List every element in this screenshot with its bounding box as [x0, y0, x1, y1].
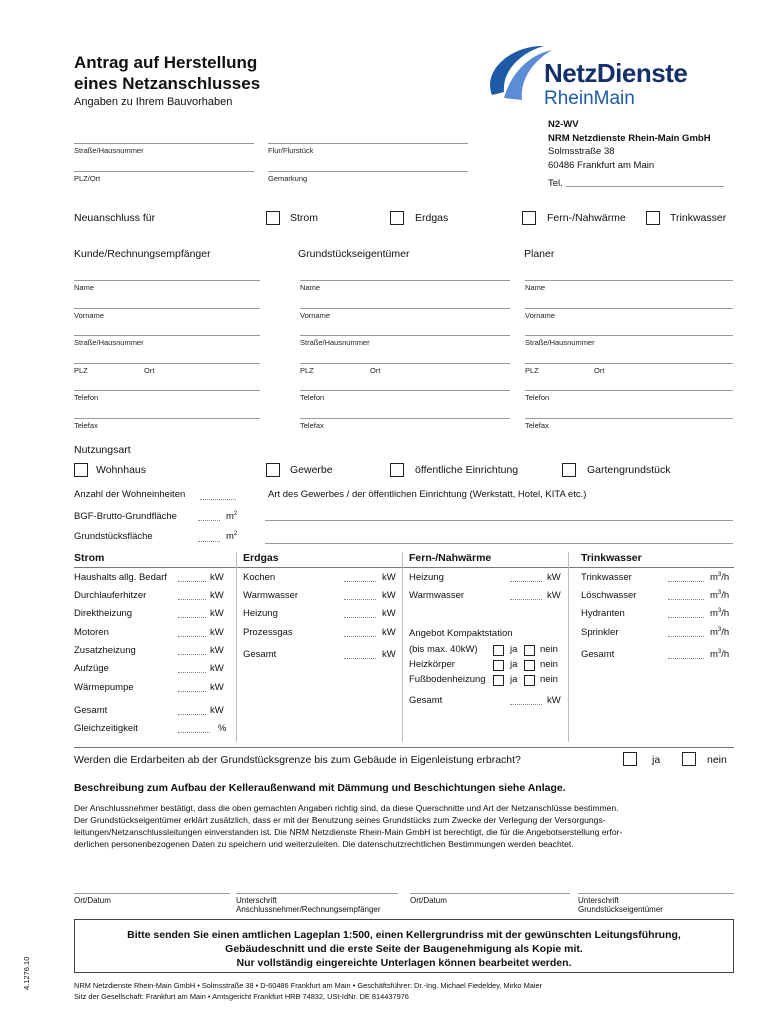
- strom-waermepumpe-input[interactable]: [178, 691, 206, 692]
- fussboden-ja-label: ja: [510, 674, 518, 685]
- erdgas-heizung-unit: kW: [382, 608, 396, 619]
- fern-warmwasser-input[interactable]: [510, 599, 542, 600]
- form-title: [74, 52, 260, 94]
- erdgas-gesamt-input[interactable]: [344, 658, 376, 659]
- erdgas-warmwasser-input[interactable]: [344, 599, 376, 600]
- kompaktstation-ja-checkbox[interactable]: [493, 645, 504, 656]
- ortdatum-2-label: Ort/Datum: [410, 896, 447, 905]
- wasser-title: Trinkwasser: [581, 552, 642, 564]
- declaration-line-2: Der Grundstückseigentümer erklärt zusätzlich, dass er mit der Benutzung seines Grundstücks zum Zwecke der Verlegung der Versorgungs-: [74, 815, 606, 825]
- planer-strasse-input[interactable]: [525, 335, 733, 336]
- erdarbeiten-ja-label: ja: [652, 754, 661, 766]
- wohneinheiten-label: Anzahl der Wohneinheiten: [74, 489, 186, 500]
- fussboden-label: Fußbodenheizung: [409, 674, 486, 685]
- strom-direkt-input[interactable]: [178, 617, 206, 618]
- footer-line-2: Sitz der Gesellschaft: Frankfurt am Main • Amtsgericht Frankfurt HRB 74832, USt-IdNr. DE 814437976: [74, 992, 409, 1001]
- header-eigentuemer: Grundstückseigentümer: [298, 248, 410, 260]
- erdgas-kochen-unit: kW: [382, 572, 396, 583]
- usage-title: Nutzungsart: [74, 444, 131, 456]
- planer-name-label: Name: [525, 283, 546, 292]
- kunde-telefax-input[interactable]: [74, 418, 260, 419]
- planer-telefax-label: Telefax: [525, 421, 549, 430]
- strom-durchlauf-unit: kW: [210, 590, 224, 601]
- erdarbeiten-nein-label: nein: [707, 754, 727, 766]
- company-name: NRM Netzdienste Rhein-Main GmbH: [548, 132, 711, 144]
- logo-text-netzdienste: NetzDienste: [544, 58, 688, 88]
- strom-gesamt-label: Gesamt: [74, 705, 108, 716]
- notice-line-2: Gebäudeschnitt und die erste Seite der Baugenehmigung als Kopie mit.: [225, 943, 583, 955]
- strom-durchlauf-input[interactable]: [178, 599, 206, 600]
- kunde-vorname-input[interactable]: [74, 308, 260, 309]
- connection-label: Neuanschluss für: [74, 212, 156, 224]
- strom-gleichzeitig-unit: %: [218, 723, 227, 734]
- kunde-plz-label: PLZ: [74, 366, 88, 375]
- strom-motoren-input[interactable]: [178, 636, 206, 637]
- checkbox-garten[interactable]: [562, 463, 576, 477]
- strom-motoren-unit: kW: [210, 627, 224, 638]
- divider-3: [568, 552, 569, 742]
- kunde-strasse-label: Straße/Hausnummer: [74, 338, 144, 347]
- checkbox-erdgas[interactable]: [390, 211, 404, 225]
- erdarbeiten-nein-checkbox[interactable]: [682, 752, 696, 766]
- art-gewerbe-label: Art des Gewerbes / der öffentlichen Einrichtung (Werkstatt, Hotel, KITA etc.): [268, 489, 587, 500]
- option-trinkwasser: Trinkwasser: [670, 212, 727, 224]
- erdgas-prozessgas-input[interactable]: [344, 636, 376, 637]
- fussboden-nein-checkbox[interactable]: [524, 675, 535, 686]
- kompaktstation-max-label: (bis max. 40kW): [409, 644, 478, 655]
- plz-ort-label: PLZ/Ort: [74, 174, 101, 183]
- demand-header-rule: [74, 567, 734, 568]
- wasser-trinkwasser-label: Trinkwasser: [581, 572, 632, 583]
- eigentuemer-strasse-input[interactable]: [300, 335, 510, 336]
- tel-input[interactable]: [566, 186, 724, 187]
- address-street: Solmsstraße 38: [548, 146, 615, 157]
- checkbox-fernwaerme[interactable]: [522, 211, 536, 225]
- fern-title: Fern-/Nahwärme: [409, 552, 492, 564]
- kompaktstation-nein-label: nein: [540, 644, 558, 655]
- notice-box: [74, 919, 734, 973]
- kunde-name-input[interactable]: [74, 280, 260, 281]
- checkbox-oeffentlich[interactable]: [390, 463, 404, 477]
- wasser-sprinkler-unit: $m^3/h$: [710, 627, 730, 639]
- divider-1: [236, 552, 237, 742]
- header-kunde: Kunde/Rechnungsempfänger: [74, 248, 211, 260]
- strom-durchlauf-label: Durchlauferhitzer: [74, 590, 147, 601]
- erdgas-kochen-input[interactable]: [344, 581, 376, 582]
- strom-zusatz-unit: kW: [210, 645, 224, 656]
- planer-telefon-label: Telefon: [525, 393, 550, 402]
- form-version: 4.1276.10: [22, 956, 31, 990]
- kunde-vorname-label: Vorname: [74, 311, 105, 320]
- erdarbeiten-rule: [74, 747, 734, 748]
- erdgas-heizung-input[interactable]: [344, 617, 376, 618]
- strom-haushalt-input[interactable]: [178, 581, 206, 582]
- erdgas-heizung-label: Heizung: [243, 608, 278, 619]
- checkbox-wohnhaus[interactable]: [74, 463, 88, 477]
- heizkoerper-nein-label: nein: [540, 659, 558, 670]
- heizkoerper-ja-checkbox[interactable]: [493, 660, 504, 671]
- option-erdgas: Erdgas: [415, 212, 449, 224]
- declaration-line-3: leitungen/Netzanschlussleitungen einverstanden ist. Die NRM Netzdienste Rhein-Main GmbH ist berechtigt, die für die Angebotserstellung erfor-: [74, 827, 623, 837]
- ortdatum-2-input[interactable]: [410, 893, 570, 894]
- eigentuemer-telefon-input[interactable]: [300, 390, 510, 391]
- planer-telefon-input[interactable]: [525, 390, 733, 391]
- declaration-line-4: derlichen personenbezogenen Daten zu speichern und weiterzuleiten. Die datenschutzrechtlichen Bestimmungen werden beachtet.: [74, 839, 574, 849]
- option-garten: Gartengrundstück: [587, 464, 671, 476]
- flur-label: Flur/Flurstück: [268, 146, 314, 155]
- strom-zusatz-label: Zusatzheizung: [74, 645, 136, 656]
- flur-input[interactable]: [268, 143, 468, 144]
- unterschrift-2-label: Unterschrift: [578, 896, 619, 905]
- wasser-loeschwasser-unit: $m^3/h$: [710, 590, 730, 602]
- eigentuemer-telefax-label: Telefax: [300, 421, 324, 430]
- erdarbeiten-question: Werden die Erdarbeiten ab der Grundstücksgrenze bis zum Gebäude in Eigenleistung erbracht?: [74, 754, 521, 766]
- art-gewerbe-input-1[interactable]: [265, 520, 733, 521]
- kunde-strasse-input[interactable]: [74, 335, 260, 336]
- eigentuemer-telefon-label: Telefon: [300, 393, 325, 402]
- fern-gesamt-input[interactable]: [510, 704, 542, 705]
- kompaktstation-ja-label: ja: [510, 644, 518, 655]
- eigentuemer-vorname-input[interactable]: [300, 308, 510, 309]
- erdgas-prozessgas-unit: kW: [382, 627, 396, 638]
- option-wohnhaus: Wohnhaus: [96, 464, 147, 476]
- strom-zusatz-input[interactable]: [178, 654, 206, 655]
- unterschrift-1-label: Unterschrift: [236, 896, 277, 905]
- strom-direkt-unit: kW: [210, 608, 224, 619]
- planer-ort-label: Ort: [594, 366, 605, 375]
- subtitle: Angaben zu Ihrem Bauvorhaben: [74, 96, 233, 108]
- eigentuemer-plz-label: PLZ: [300, 366, 314, 375]
- strom-gesamt-input[interactable]: [178, 714, 206, 715]
- planer-plz-label: PLZ: [525, 366, 539, 375]
- wasser-hydranten-unit: $m^3/h$: [710, 608, 730, 620]
- kunde-plz-ort-input[interactable]: [74, 363, 260, 364]
- wasser-gesamt-input[interactable]: [668, 658, 704, 659]
- checkbox-gewerbe[interactable]: [266, 463, 280, 477]
- strom-waermepumpe-label: Wärmepumpe: [74, 682, 134, 693]
- street-input[interactable]: [74, 143, 254, 144]
- erdgas-prozessgas-label: Prozessgas: [243, 627, 293, 638]
- eigentuemer-telefax-input[interactable]: [300, 418, 510, 419]
- notice-line-3: Nur vollständig eingereichte Unterlagen können bearbeitet werden.: [236, 957, 572, 969]
- kompaktstation-label: Angebot Kompaktstation: [409, 628, 513, 639]
- wasser-loeschwasser-label: Löschwasser: [581, 590, 637, 601]
- notice-line-1: Bitte senden Sie einen amtlichen Lageplan 1:500, einen Kellergrundriss mit der gewünschten Leitungsführung,: [127, 929, 681, 941]
- strom-gleichzeitig-label: Gleichzeitigkeit: [74, 723, 138, 734]
- wasser-gesamt-unit: $m^3/h$: [710, 649, 730, 661]
- fern-warmwasser-label: Warmwasser: [409, 590, 465, 601]
- planer-name-input[interactable]: [525, 280, 733, 281]
- wasser-trinkwasser-input[interactable]: [668, 581, 704, 582]
- option-strom: Strom: [290, 212, 319, 224]
- fern-heizung-label: Heizung: [409, 572, 444, 583]
- footer-line-1: NRM Netzdienste Rhein-Main GmbH • Solmsstraße 38 • D-60486 Frankfurt am Main • Geschäftsführer: Dr.-Ing. Michael Fiedeldey, Mirko Maier: [74, 981, 543, 990]
- planer-vorname-label: Vorname: [525, 311, 556, 320]
- divider-2: [402, 552, 403, 742]
- department-code: N2-WV: [548, 119, 579, 130]
- strom-direkt-label: Direktheizung: [74, 608, 133, 619]
- bgf-label: BGF-Brutto-Grundfläche: [74, 511, 177, 522]
- strom-aufzuege-label: Aufzüge: [74, 663, 109, 674]
- wasser-sprinkler-label: Sprinkler: [581, 627, 619, 638]
- footer: [74, 980, 542, 1002]
- bgf-unit: $m^2$: [226, 511, 238, 523]
- strom-haushalt-label: Haushalts allg. Bedarf: [74, 572, 167, 583]
- fern-heizung-input[interactable]: [510, 581, 542, 582]
- strom-aufzuege-input[interactable]: [178, 672, 206, 673]
- strom-gleichzeitig-input[interactable]: [178, 732, 210, 733]
- erdgas-gesamt-unit: kW: [382, 649, 396, 660]
- strom-gesamt-unit: kW: [210, 705, 224, 716]
- kunde-telefax-label: Telefax: [74, 421, 98, 430]
- checkbox-strom[interactable]: [266, 211, 280, 225]
- art-gewerbe-input-2[interactable]: [265, 543, 733, 544]
- wasser-hydranten-label: Hydranten: [581, 608, 625, 619]
- planer-vorname-input[interactable]: [525, 308, 733, 309]
- unterschrift-2-role: Grundstückseigentümer: [578, 905, 663, 914]
- declaration-text: [74, 802, 734, 850]
- kunde-name-label: Name: [74, 283, 95, 292]
- erdgas-warmwasser-unit: kW: [382, 590, 396, 601]
- description-title: Beschreibung zum Aufbau der Kelleraußenwand mit Dämmung und Beschichtungen siehe Anlage.: [74, 782, 566, 794]
- ortdatum-1-label: Ort/Datum: [74, 896, 111, 905]
- logo-text-rheinmain: RheinMain: [544, 88, 635, 109]
- declaration-line-1: Der Anschlussnehmer bestätigt, dass die oben gemachten Angaben richtig sind, da diese Querschnitte und Art der Netzanschlüsse bestimmen.: [74, 803, 619, 813]
- fussboden-ja-checkbox[interactable]: [493, 675, 504, 686]
- kunde-ort-label: Ort: [144, 366, 155, 375]
- wasser-hydranten-input[interactable]: [668, 617, 704, 618]
- gemarkung-label: Gemarkung: [268, 174, 308, 183]
- header-planer: Planer: [524, 248, 555, 260]
- fern-heizung-unit: kW: [547, 572, 561, 583]
- heizkoerper-label: Heizkörper: [409, 659, 455, 670]
- option-fernwaerme: Fern-/Nahwärme: [547, 212, 626, 224]
- erdgas-kochen-label: Kochen: [243, 572, 276, 583]
- eigentuemer-vorname-label: Vorname: [300, 311, 331, 320]
- street-label: Straße/Hausnummer: [74, 146, 144, 155]
- planer-telefax-input[interactable]: [525, 418, 733, 419]
- strom-aufzuege-unit: kW: [210, 663, 224, 674]
- wasser-sprinkler-input[interactable]: [668, 636, 704, 637]
- option-oeffentlich: öffentliche Einrichtung: [415, 464, 519, 476]
- company-logo: [482, 40, 722, 110]
- erdarbeiten-ja-checkbox[interactable]: [623, 752, 637, 766]
- title-line-1: Antrag auf Herstellung: [74, 53, 258, 72]
- fern-gesamt-unit: kW: [547, 695, 561, 706]
- unterschrift-1-role: Anschlussnehmer/Rechnungsempfänger: [236, 905, 381, 914]
- wasser-trinkwasser-unit: $m^3/h$: [710, 572, 730, 584]
- title-line-2: eines Netzanschlusses: [74, 74, 261, 93]
- wohneinheiten-input[interactable]: [200, 499, 236, 500]
- address-city: 60486 Frankfurt am Main: [548, 159, 655, 171]
- wasser-loeschwasser-input[interactable]: [668, 599, 704, 600]
- bgf-input[interactable]: [198, 520, 220, 521]
- heizkoerper-ja-label: ja: [510, 659, 518, 670]
- eigentuemer-plz-ort-input[interactable]: [300, 363, 510, 364]
- planer-plz-ort-input[interactable]: [525, 363, 733, 364]
- unterschrift-1-input[interactable]: [236, 893, 398, 894]
- address-block: [548, 118, 711, 172]
- grundstuecksflaeche-label: Grundstücksfläche: [74, 531, 153, 542]
- strom-haushalt-unit: kW: [210, 572, 224, 583]
- kompaktstation-nein-checkbox[interactable]: [524, 645, 535, 656]
- checkbox-trinkwasser[interactable]: [646, 211, 660, 225]
- fussboden-nein-label: nein: [540, 674, 558, 685]
- strom-waermepumpe-unit: kW: [210, 682, 224, 693]
- kunde-telefon-input[interactable]: [74, 390, 260, 391]
- erdgas-title: Erdgas: [243, 552, 279, 564]
- grundstuecksflaeche-input[interactable]: [198, 541, 220, 542]
- option-gewerbe: Gewerbe: [290, 464, 333, 476]
- grundstuecksflaeche-unit: $m^2$: [226, 531, 238, 543]
- eigentuemer-strasse-label: Straße/Hausnummer: [300, 338, 370, 347]
- ortdatum-1-input[interactable]: [74, 893, 230, 894]
- kunde-telefon-label: Telefon: [74, 393, 99, 402]
- eigentuemer-ort-label: Ort: [370, 366, 381, 375]
- eigentuemer-name-input[interactable]: [300, 280, 510, 281]
- planer-strasse-label: Straße/Hausnummer: [525, 338, 595, 347]
- erdgas-gesamt-label: Gesamt: [243, 649, 277, 660]
- unterschrift-2-input[interactable]: [578, 893, 734, 894]
- eigentuemer-name-label: Name: [300, 283, 321, 292]
- strom-motoren-label: Motoren: [74, 627, 109, 638]
- erdgas-warmwasser-label: Warmwasser: [243, 590, 299, 601]
- gemarkung-input[interactable]: [268, 171, 468, 172]
- tel-label: Tel.: [548, 178, 563, 189]
- fern-warmwasser-unit: kW: [547, 590, 561, 601]
- fern-gesamt-label: Gesamt: [409, 695, 443, 706]
- strom-title: Strom: [74, 552, 105, 564]
- heizkoerper-nein-checkbox[interactable]: [524, 660, 535, 671]
- plz-ort-input[interactable]: [74, 171, 254, 172]
- wasser-gesamt-label: Gesamt: [581, 649, 615, 660]
